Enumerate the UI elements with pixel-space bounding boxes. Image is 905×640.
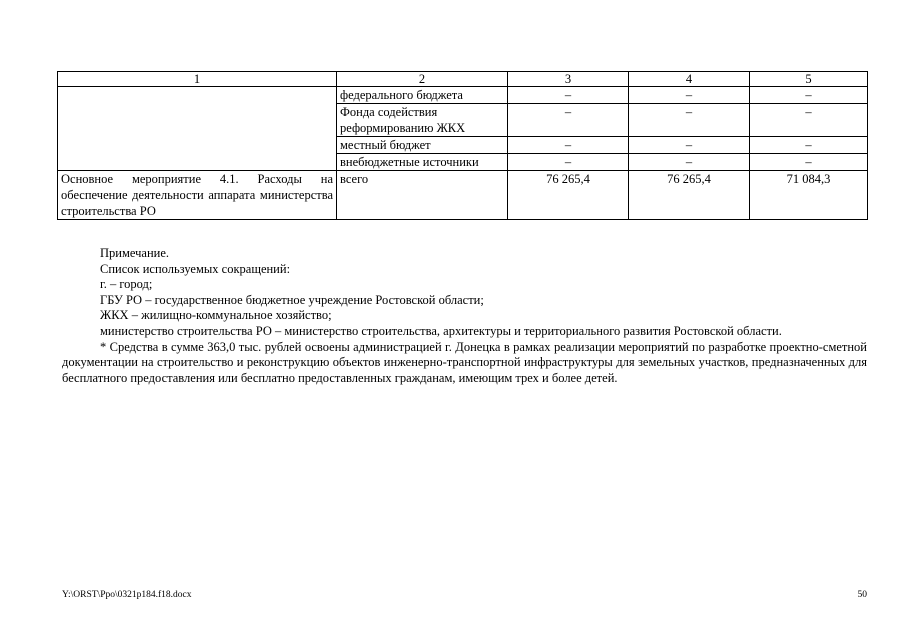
table-cell-value: – [750, 87, 868, 104]
table-cell-value: – [508, 104, 629, 137]
note-title: Примечание. [100, 246, 170, 260]
table-cell-value: 76 265,4 [629, 171, 750, 220]
table-cell-value: 71 084,3 [750, 171, 868, 220]
table-cell-value: – [750, 137, 868, 154]
table-cell-source: Фонда содействия реформированию ЖКХ [337, 104, 508, 137]
table-header-row [58, 72, 868, 87]
table-cell-value: – [750, 154, 868, 171]
notes-section [62, 246, 867, 386]
abbreviation-item: ГБУ РО – государственное бюджетное учреждение Ростовской области; [100, 292, 484, 307]
abbreviation-item: ЖКХ – жилищно-коммунальное хозяйство; [100, 308, 332, 323]
page-number: 50 [857, 590, 867, 600]
footer-file-path: Y:\ORST\Ppo\0321p184.f18.docx [62, 590, 192, 600]
table-cell-source: местный бюджет [337, 137, 508, 154]
table-cell-value: – [750, 104, 868, 137]
table-row [58, 87, 868, 104]
column-number-1: 1 [58, 72, 337, 87]
table-cell-value: – [629, 104, 750, 137]
table-cell-source: всего [337, 171, 508, 220]
table-cell-activity: Основное мероприятие 4.1. Расходы на обеспечение деятельности аппарата министерства строительства РО [58, 171, 337, 220]
column-number-5: 5 [750, 72, 868, 87]
table-cell-value: 76 265,4 [508, 171, 629, 220]
table-cell-source: внебюджетные источники [337, 154, 508, 171]
abbreviations-title: Список используемых сокращений: [100, 261, 291, 276]
table-cell-value: – [508, 137, 629, 154]
budget-table [57, 71, 868, 220]
abbreviation-item: г. – город; [100, 277, 153, 292]
table-cell-value: – [508, 154, 629, 171]
table-row [58, 171, 868, 220]
table-cell-value: – [629, 137, 750, 154]
abbreviation-item: министерство строительства РО – министерство строительства, архитектуры и территориального развития Ростовской области. [100, 323, 782, 338]
column-number-2: 2 [337, 72, 508, 87]
table-cell-empty [58, 87, 337, 171]
table-cell-value: – [629, 87, 750, 104]
table-cell-value: – [508, 87, 629, 104]
footnote: * Средства в сумме 363,0 тыс. рублей освоены администрацией г. Донецка в рамках реализации мероприятий по разработке проектно-сметной документации на строительство и реконструкцию объектов инженерно-транспортной инфраструктуры для земельных участков, предназначенных для бесплатного предоставления или бесплатно предоставленных гражданам, имеющим трех и более детей. [62, 339, 867, 385]
table-cell-source: федерального бюджета [337, 87, 508, 104]
column-number-4: 4 [629, 72, 750, 87]
column-number-3: 3 [508, 72, 629, 87]
table-cell-value: – [629, 154, 750, 171]
